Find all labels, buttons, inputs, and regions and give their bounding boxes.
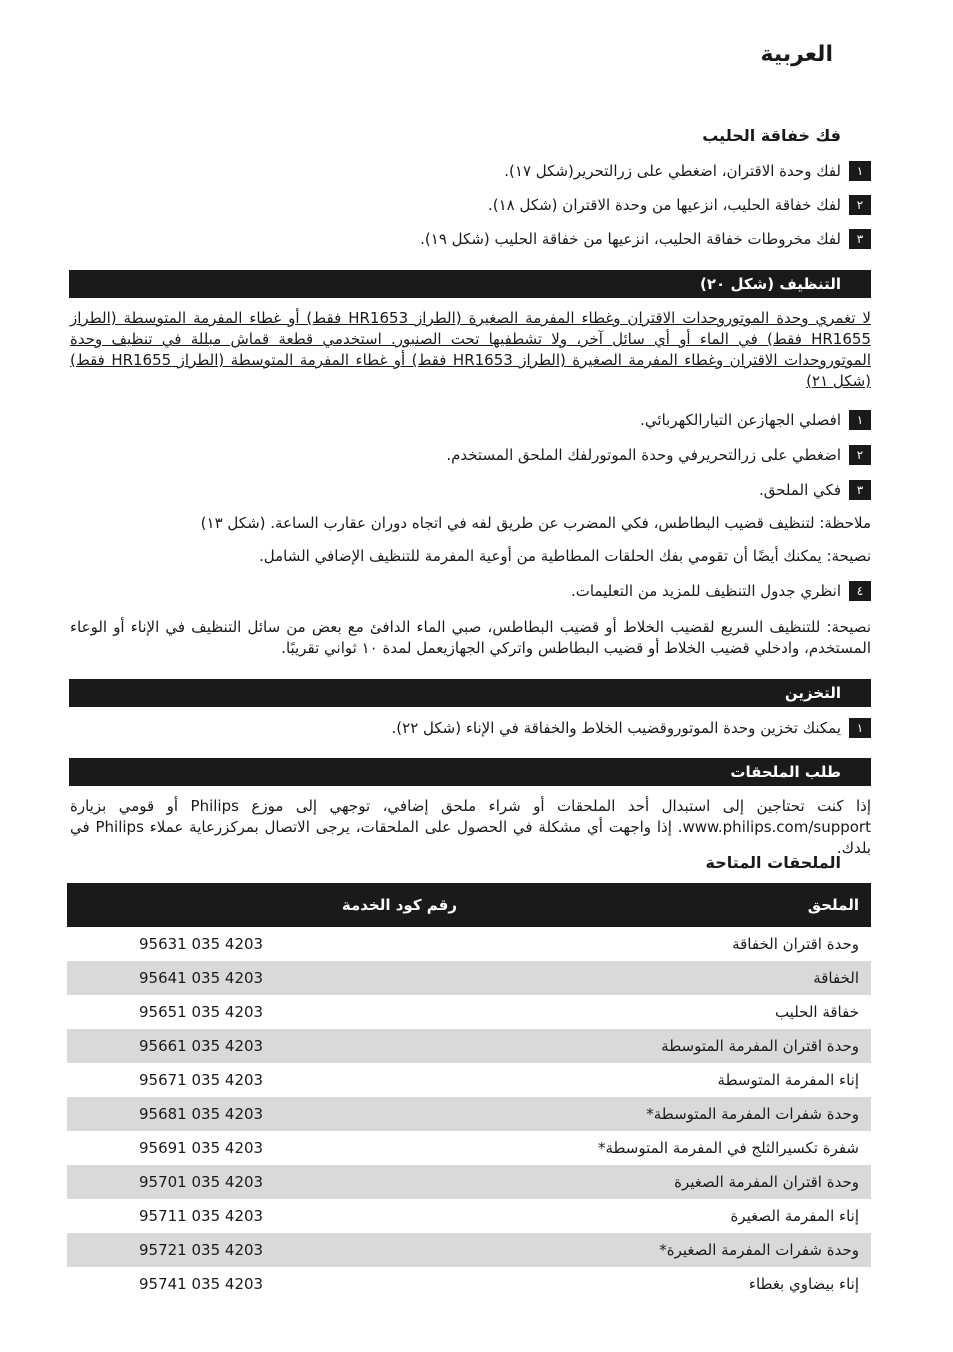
accessory-name: وحدة اقتران المفرمة الصغيرة <box>674 1173 859 1191</box>
step-text: فكي الملحق. <box>758 481 841 499</box>
accessory-name: خفاقة الحليب <box>774 1003 859 1021</box>
step-number: ١ <box>849 410 871 430</box>
service-code: 4203 035 95721 <box>139 1241 264 1259</box>
table-body <box>67 927 871 1301</box>
table-row <box>67 927 871 961</box>
ordering-section-header: طلب الملحقات <box>69 758 871 786</box>
cleaning-step-4 <box>70 580 871 602</box>
accessories-subtitle: الملحقات المتاحة <box>705 853 841 872</box>
service-code: 4203 035 95711 <box>139 1207 264 1225</box>
accessory-name: وحدة اقتران المفرمة المتوسطة <box>661 1037 859 1055</box>
step-text: لفك خفاقة الحليب، انزعيها من وحدة الاقتران (شكل ١٨). <box>487 196 841 214</box>
step-number: ٤ <box>849 581 871 601</box>
step-number: ٣ <box>849 480 871 500</box>
accessory-name: إناء المفرمة المتوسطة <box>717 1071 859 1089</box>
step-number: ٢ <box>849 445 871 465</box>
step-text: انظري جدول التنظيف للمزيد من التعليمات. <box>570 582 841 600</box>
accessory-name: إناء المفرمة الصغيرة <box>730 1207 859 1225</box>
ordering-text: إذا كنت تحتاجين إلى استبدال أحد الملحقات أو شراء ملحق إضافي، توجهي إلى موزع Philips أو قومي بزيارة www.philips.com/support. إذا واجهت أي مشكلة في الحصول على الملحقات، يرجى الاتصال بمركزرعاية عملاء Philips في بلدك. <box>70 797 871 857</box>
language-title: العربية <box>760 42 833 67</box>
accessory-name: إناء بيضاوي بغطاء <box>748 1275 859 1293</box>
step-number: ٣ <box>849 229 871 249</box>
table-row <box>67 1097 871 1131</box>
accessory-name: وحدة شفرات المفرمة الصغيرة* <box>659 1241 859 1259</box>
step-text: يمكنك تخزين وحدة الموتوروقضيب الخلاط والخفاقة في الإناء (شكل ٢٢). <box>391 719 841 737</box>
accessory-name: شفرة تكسيرالثلج في المفرمة المتوسطة* <box>597 1139 859 1157</box>
table-header <box>67 883 871 927</box>
cleaning-tip-1: نصيحة: يمكنك أيضًا أن تقومي بفك الحلقات المطاطية من أوعية المفرمة للتنظيف الإضافي الشامل. <box>258 547 871 565</box>
disassemble-step-2 <box>70 194 871 216</box>
step-text: لفك وحدة الاقتران، اضغطي على زرالتحرير(شكل ١٧). <box>504 162 841 180</box>
storage-step-1 <box>70 717 871 739</box>
disassemble-step-3 <box>70 228 871 250</box>
accessory-name: وحدة اقتران الخفاقة <box>732 935 859 953</box>
service-code: 4203 035 95631 <box>139 935 264 953</box>
disassemble-step-1 <box>70 160 871 182</box>
step-number: ١ <box>849 161 871 181</box>
step-text: اضغطي على زرالتحريرفي وحدة الموتورلفك الملحق المستخدم. <box>446 446 841 464</box>
accessories-table <box>67 883 871 1301</box>
service-code: 4203 035 95661 <box>139 1037 264 1055</box>
storage-section-header: التخزين <box>69 679 871 707</box>
cleaning-step-2 <box>70 444 871 466</box>
cleaning-note: ملاحظة: لتنظيف قضيب البطاطس، فكي المضرب عن طريق لفه في اتجاه دوران عقارب الساعة. (شكل ١٣) <box>200 514 871 532</box>
header-service-code: رقم كود الخدمة <box>341 896 457 914</box>
table-row <box>67 995 871 1029</box>
table-row <box>67 1063 871 1097</box>
service-code: 4203 035 95691 <box>139 1139 264 1157</box>
table-row <box>67 1029 871 1063</box>
service-code: 4203 035 95641 <box>139 969 264 987</box>
step-text: لفك مخروطات خفاقة الحليب، انزعيها من خفاقة الحليب (شكل ١٩). <box>420 230 841 248</box>
step-text: افصلي الجهازعن التيارالكهربائي. <box>640 411 841 429</box>
accessory-name: وحدة شفرات المفرمة المتوسطة* <box>646 1105 859 1123</box>
step-number: ١ <box>849 718 871 738</box>
service-code: 4203 035 95701 <box>139 1173 264 1191</box>
table-row <box>67 961 871 995</box>
table-row <box>67 1267 871 1301</box>
table-row <box>67 1165 871 1199</box>
service-code: 4203 035 95651 <box>139 1003 264 1021</box>
cleaning-warning: لا تغمري وحدة الموتوروحدات الاقتران وغطاء المفرمة الصغيرة (الطراز HR1653 فقط) أو غطاء المفرمة المتوسطة (الطراز HR1655 فقط) في الماء أو أي سائل آخر، ولا تشطفيها تحت الصنبور. استخدمي قطعة قماش مبللة في تنظيف وحدة الموتوروحدات الاقتران وغطاء المفرمة الصغيرة (الطراز HR1653 فقط) أو غطاء المفرمة المتوسطة (الطراز HR1655 فقط) (شكل ٢١) <box>70 309 871 390</box>
cleaning-step-1 <box>70 409 871 431</box>
header-accessory: الملحق <box>807 896 859 914</box>
step-number: ٢ <box>849 195 871 215</box>
disassemble-title: فك خفاقة الحليب <box>702 126 841 145</box>
service-code: 4203 035 95681 <box>139 1105 264 1123</box>
service-code: 4203 035 95671 <box>139 1071 264 1089</box>
cleaning-tip-2: نصيحة: للتنظيف السريع لقضيب الخلاط أو قضيب البطاطس، صبي الماء الدافئ مع بعض من سائل التنظيف في الإناء أو الوعاء المستخدم، وادخلي قضيب الخلاط أو قضيب البطاطس واتركي الجهازيعمل لمدة ١٠ ثواني تقريبًا. <box>70 618 871 657</box>
cleaning-step-3 <box>70 479 871 501</box>
service-code: 4203 035 95741 <box>139 1275 264 1293</box>
cleaning-section-header: التنظيف (شكل ٢٠) <box>69 270 871 298</box>
table-row <box>67 1233 871 1267</box>
table-row <box>67 1199 871 1233</box>
table-row <box>67 1131 871 1165</box>
accessory-name: الخفاقة <box>813 969 859 987</box>
